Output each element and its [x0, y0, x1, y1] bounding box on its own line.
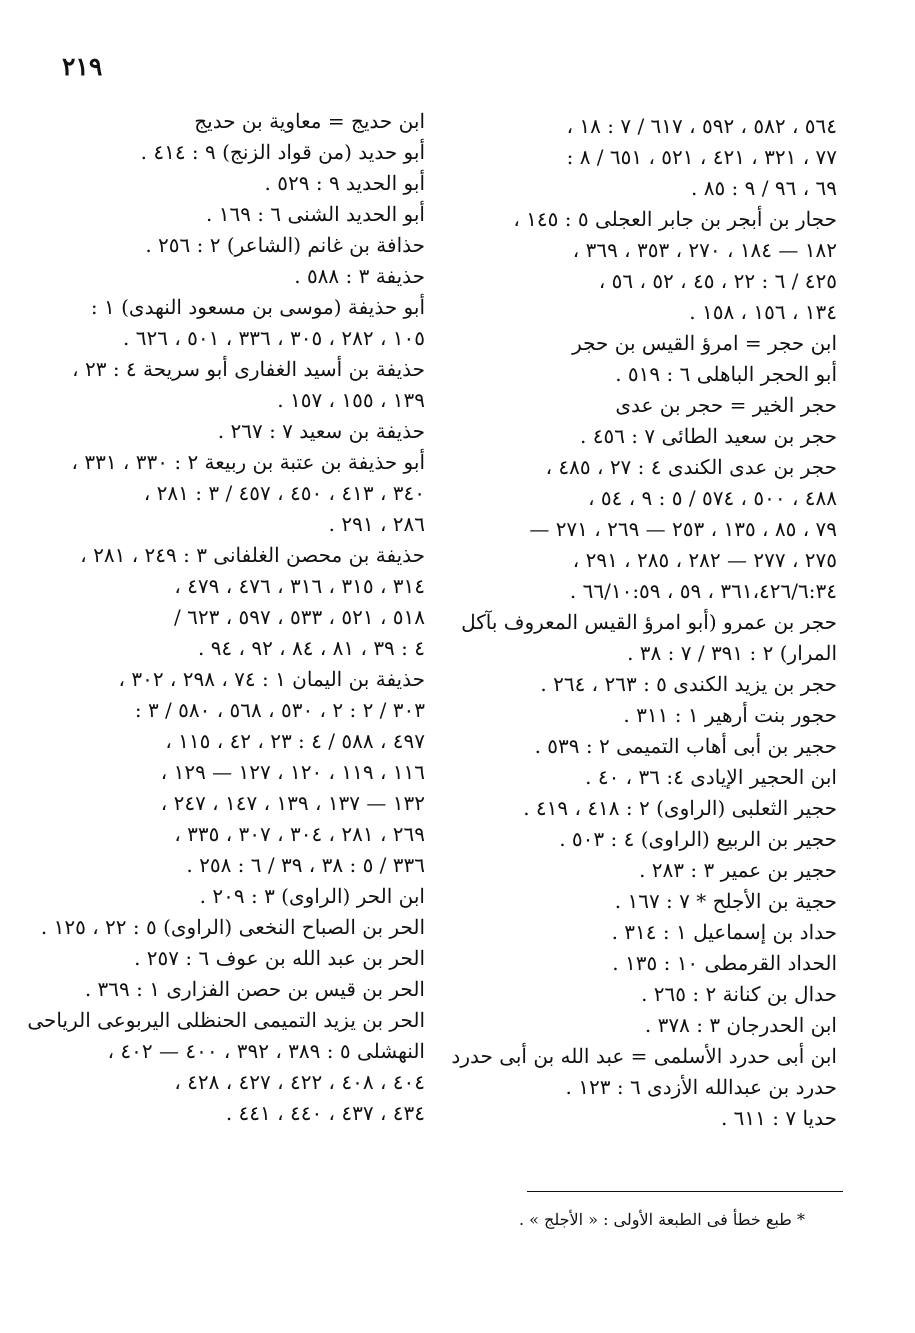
index-line: حجر بن عدى الكندى ٤ : ٢٧ ، ٤٨٥ ، — [545, 455, 837, 479]
index-line: ٢٧٥ ، ٢٧٧ — ٢٨٢ ، ٢٨٥ ، ٢٩١ ، — [572, 548, 837, 572]
index-line: ابن الحدرجان ٣ : ٣٧٨ . — [644, 1013, 837, 1037]
index-line: حجر بن سعيد الطائى ٧ : ٤٥٦ . — [579, 424, 837, 448]
index-line: حجير بن أبى أهاب التميمى ٢ : ٥٣٩ . — [534, 734, 837, 758]
index-line: الحداد القرمطى ١٠ : ١٣٥ . — [612, 951, 837, 975]
index-line: أبو الحديد الشنى ٦ : ١٦٩ . — [205, 202, 425, 226]
index-line: حذيفة بن اليمان ١ : ٧٤ ، ٢٩٨ ، ٣٠٢ ، — [118, 667, 425, 691]
index-line: ٦٩ ، ٩٦ / ٩ : ٨٥ . — [691, 176, 837, 200]
index-line: ٣٦١،٤٢٦/٦:٣٤ ، ٥٩ ، ٦٦/١٠:٥٩ . — [569, 579, 837, 603]
index-line: المرار) ٢ : ٣٩١ / ٧ : ٣٨ . — [627, 641, 837, 665]
index-line: ابن أبى حدرد الأسلمى = عبد الله بن أبى حدرد — [451, 1044, 837, 1068]
index-line: ١٨٢ — ١٨٤ ، ٢٧٠ ، ٣٥٣ ، ٣٦٩ ، — [572, 238, 837, 262]
index-line: ابن حديج = معاوية بن حديج — [194, 109, 425, 133]
index-line: حذيفة ٣ : ٥٨٨ . — [294, 264, 425, 288]
index-line: الحر بن يزيد التميمى الحنظلى اليربوعى الرياحى — [27, 1008, 425, 1032]
index-line: أبو حذيفة (موسى بن مسعود النهدى) ١ : — [90, 295, 425, 319]
index-line: ٧٧ ، ٣٢١ ، ٤٢١ ، ٥٢١ ، ٦٥١ / ٨ : — [566, 145, 837, 169]
index-line: ٢٨٦ ، ٢٩١ . — [328, 512, 425, 536]
index-line: حدرد بن عبدالله الأزدى ٦ : ١٢٣ . — [565, 1075, 837, 1099]
index-line: ٤٩٧ ، ٥٨٨ / ٤ : ٢٣ ، ٤٢ ، ١١٥ ، — [165, 729, 425, 753]
index-line: ابن الحر (الراوى) ٣ : ٢٠٩ . — [199, 884, 425, 908]
index-column-left — [27, 106, 425, 1129]
index-line: حداد بن إسماعيل ١ : ٣١٤ . — [611, 920, 837, 944]
index-line: ٧٩ ، ٨٥ ، ١٣٥ ، ٢٥٣ — ٢٦٩ ، ٢٧١ — — [529, 517, 837, 541]
index-line: ٢٦٩ ، ٢٨١ ، ٣٠٤ ، ٣٠٧ ، ٣٣٥ ، — [174, 822, 425, 846]
index-line: حجير بن عمير ٣ : ٢٨٣ . — [639, 858, 837, 882]
index-line: حجار بن أبجر بن جابر العجلى ٥ : ١٤٥ ، — [513, 207, 837, 231]
index-line: حجير الثعلبى (الراوى) ٢ : ٤١٨ ، ٤١٩ . — [523, 796, 837, 820]
index-line: الحر بن قيس بن حصن الفزارى ١ : ٣٦٩ . — [84, 977, 425, 1001]
index-line: حجير بن الربيع (الراوى) ٤ : ٥٠٣ . — [559, 827, 837, 851]
index-line: ٤ : ٣٩ ، ٨١ ، ٨٤ ، ٩٢ ، ٩٤ . — [197, 636, 425, 660]
index-line: ابن الحجير الإيادى ٤: ٣٦ ، ٤٠ . — [585, 765, 837, 789]
index-line: ٤٣٤ ، ٤٣٧ ، ٤٤٠ ، ٤٤١ . — [225, 1101, 425, 1125]
index-line: حذيفة بن محصن الغلفانى ٣ : ٢٤٩ ، ٢٨١ ، — [80, 543, 425, 567]
index-line: ٣٠٣ / ٢ : ٢ ، ٥٣٠ ، ٥٦٨ ، ٥٨٠ / ٣ : — [134, 698, 425, 722]
index-line: حجور بنت أرهير ١ : ٣١١ . — [623, 703, 837, 727]
index-line: ٤٠٤ ، ٤٠٨ ، ٤٢٢ ، ٤٢٧ ، ٤٢٨ ، — [174, 1070, 425, 1094]
index-line: ١١٦ ، ١١٩ ، ١٢٠ ، ١٢٧ — ١٢٩ ، — [160, 760, 425, 784]
index-line: ٣٣٦ / ٥ : ٣٨ ، ٣٩ / ٦ : ٢٥٨ . — [186, 853, 425, 877]
index-line: ١٠٥ ، ٢٨٢ ، ٣٠٥ ، ٣٣٦ ، ٥٠١ ، ٦٢٦ . — [123, 326, 425, 350]
index-line: حذافة بن غانم (الشاعر) ٢ : ٢٥٦ . — [145, 233, 425, 257]
index-line: الحر بن الصباح النخعى (الراوى) ٥ : ٢٢ ، ١٢٥ . — [40, 915, 425, 939]
index-line: حذيفة بن أسيد الغفارى أبو سريحة ٤ : ٢٣ ، — [72, 357, 425, 381]
index-line: حجية بن الأجلح * ٧ : ١٦٧ . — [614, 889, 837, 913]
index-line: ٥١٨ ، ٥٢١ ، ٥٣٣ ، ٥٩٧ ، ٦٢٣ / — [174, 605, 425, 629]
index-line: حجر بن يزيد الكندى ٥ : ٢٦٣ ، ٢٦٤ . — [540, 672, 837, 696]
index-line: ١٣٤ ، ١٥٦ ، ١٥٨ . — [689, 300, 837, 324]
index-line: ٣٤٠ ، ٤١٣ ، ٤٥٠ ، ٤٥٧ / ٣ : ٢٨١ ، — [143, 481, 425, 505]
index-line: حدال بن كنانة ٢ : ٢٦٥ . — [641, 982, 837, 1006]
index-line: أبو حذيفة بن عتبة بن ربيعة ٢ : ٣٣٠ ، ٣٣١ ، — [71, 450, 425, 474]
index-line: حجر بن عمرو (أبو امرؤ القيس المعروف بآكل — [461, 610, 837, 634]
index-line: الحر بن عبد الله بن عوف ٦ : ٢٥٧ . — [134, 946, 425, 970]
index-line: ٤٢٥ / ٦ : ٢٢ ، ٤٥ ، ٥٢ ، ٥٦ ، — [598, 269, 837, 293]
index-line: ١٣٩ ، ١٥٥ ، ١٥٧ . — [277, 388, 425, 412]
index-line: أبو الحديد ٩ : ٥٢٩ . — [264, 171, 425, 195]
index-line: حذيفة بن سعيد ٧ : ٢٦٧ . — [217, 419, 425, 443]
index-line: حجر الخير = حجر بن عدى — [615, 393, 837, 417]
index-line: ١٣٢ — ١٣٧ ، ١٣٩ ، ١٤٧ ، ٢٤٧ ، — [160, 791, 425, 815]
index-line: النهشلى ٥ : ٣٨٩ ، ٣٩٢ ، ٤٠٠ — ٤٠٢ ، — [107, 1039, 425, 1063]
index-line: أبو الحجر الباهلى ٦ : ٥١٩ . — [615, 362, 837, 386]
page-number: ٢١٩ — [62, 52, 103, 81]
index-line: أبو حديد (من قواد الزنج) ٩ : ٤١٤ . — [140, 140, 425, 164]
footnote-divider — [527, 1191, 843, 1192]
index-line: حديا ٧ : ٦١١ . — [720, 1106, 837, 1130]
index-line: ابن حجر = امرؤ القيس بن حجر — [572, 331, 837, 355]
index-line: ٣١٤ ، ٣١٥ ، ٣١٦ ، ٤٧٦ ، ٤٧٩ ، — [174, 574, 425, 598]
index-column-right — [451, 111, 837, 1134]
index-line: ٤٨٨ ، ٥٠٠ ، ٥٧٤ / ٥ : ٩ ، ٥٤ ، — [588, 486, 837, 510]
footnote: * طبع خطأ فى الطبعة الأولى : « الأجلج » . — [518, 1210, 805, 1229]
index-line: ٥٦٤ ، ٥٨٢ ، ٥٩٢ ، ٦١٧ / ٧ : ١٨ ، — [566, 114, 837, 138]
